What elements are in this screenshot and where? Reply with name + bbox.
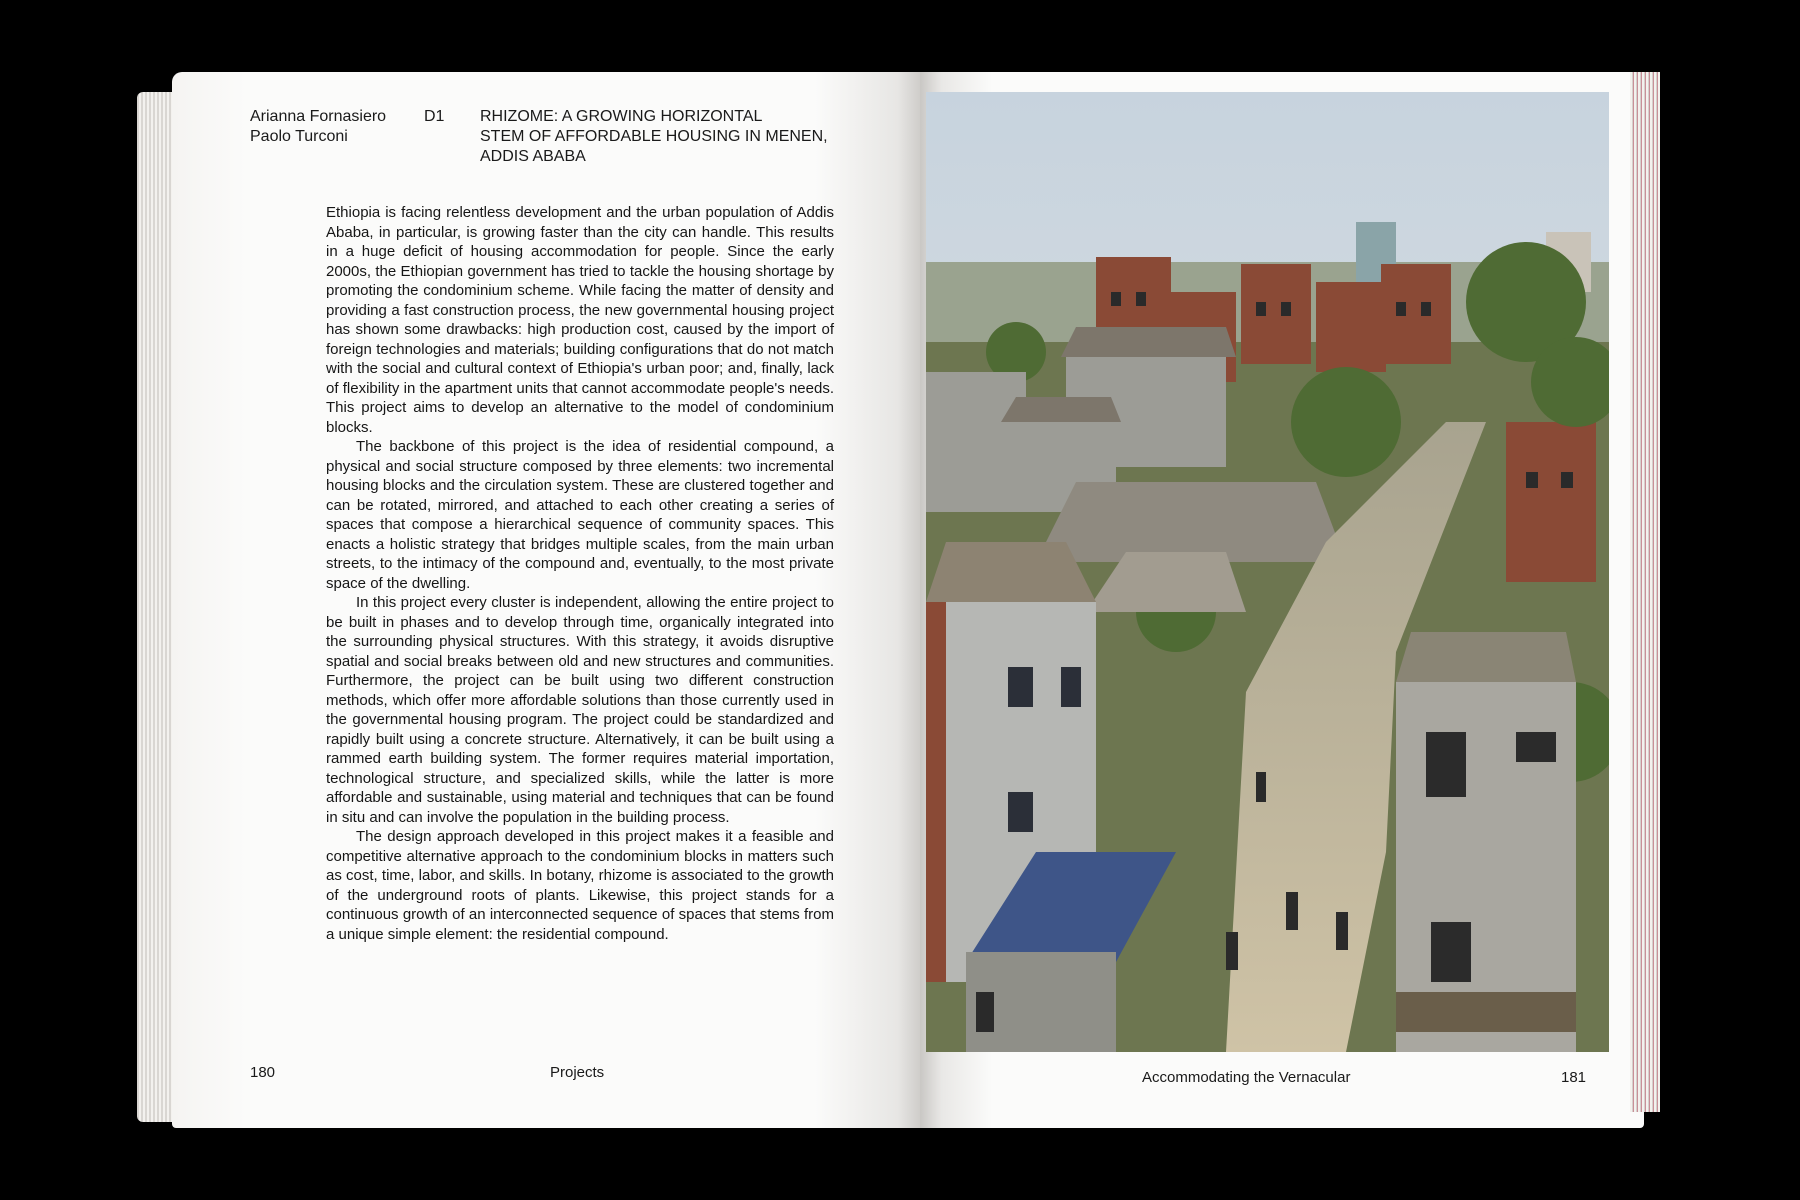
author-2: Paolo Turconi [250,128,348,145]
author-names [250,107,420,147]
page-stack-left [137,92,177,1122]
page-number-left: 180 [250,1064,276,1081]
paragraph-2: The backbone of this project is the idea of residential compound, a physical and social structure composed by three elements: two incremental housing blocks and the circulation system. These are clustered together and can be rotated, mirrored, and attached to each other creating a series of spaces that compose a hierarchical sequence of community spaces. This enacts a holistic strategy that bridges multiple scales, from the main urban streets, to the intimacy of the compound and, eventually, to the most private space of the dwelling. [326,438,834,592]
project-code: D1 [424,108,445,125]
paragraph-3: In this project every cluster is independent, allowing the entire project to be built in phases and to develop through time, organically integrated into the surrounding physical structures. With this strategy, it avoids disruptive spatial and social breaks between old and new structures and communities. Furthermore, the project can be built using two different construction methods, which offer more affordable solutions than those currently used in the governmental housing program. The project could be standardized and rapidly built using a concrete structure. Alternatively, it can be built using a rammed earth building system. The former requires material importation, technological structure, and specialized skills, while the latter is more affordable and sustainable, using material and techniques that can be found in situ and can involve the population in the building process. [326,594,834,826]
section-label-left: Projects [550,1064,605,1081]
page-stack-right [1630,72,1660,1112]
author-1: Arianna Fornasiero [250,108,387,125]
project-title [480,107,850,167]
body-text [326,203,834,944]
title-line-1: RHIZOME: A GROWING HORIZONTAL [480,108,763,125]
title-line-3: ADDIS ABABA [480,148,586,165]
page-number-right: 181 [1561,1069,1587,1086]
paragraph-1: Ethiopia is facing relentless development and the urban population of Addis Ababa, in particular, is growing faster than the city can handle. This results in a huge deficit of housing accommodation for people. Since the early 2000s, the Ethiopian government has tried to tackle the housing shortage by promoting the condominium scheme. While facing the matter of density and providing a fast construction process, the new governmental housing project has shown some drawbacks: high production cost, caused by the import of foreign technologies and materials; building configurations that do not match with the social and cultural context of Ethiopia's urban poor; and, finally, lack of flexibility in the apartment units that cannot accommodate people's needs. This project aims to develop an alternative to the model of condominium blocks. [326,204,834,436]
title-line-2: STEM OF AFFORDABLE HOUSING IN MENEN, [480,128,828,145]
photo-illustration [926,92,1609,1052]
paragraph-4: The design approach developed in this project makes it a feasible and competitive alternative approach to the condominium blocks in matters such as cost, time, labor, and skills. In botany, rhizome is associated to the growth of the underground roots of plants. Likewise, this project stands for a continuous growth of an interconnected sequence of spaces that stems from a unique simple element: the residential compound. [326,828,834,943]
housing-rendering-photo [926,92,1609,1052]
section-label-right: Accommodating the Vernacular [1142,1069,1351,1086]
